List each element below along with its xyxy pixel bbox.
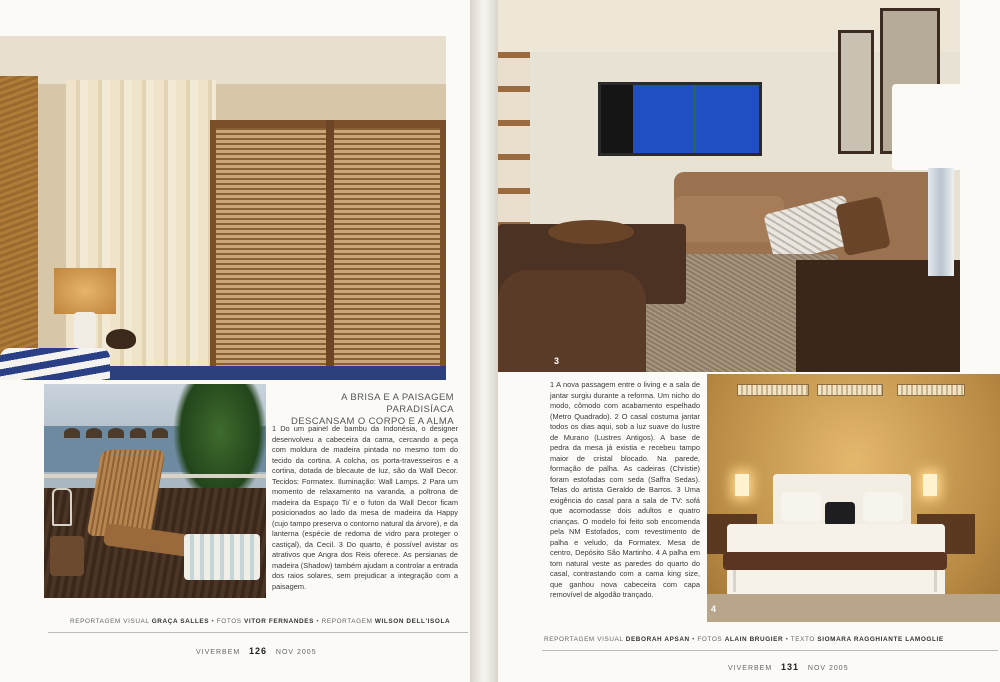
- blue-painting: [598, 82, 762, 156]
- left-caption: 1 Do um painel de bambu da Indonésia, o designer desenvolveu a cabeceira da cama, cercando a peça com moldura de madeira pintada no mesmo tom do tecido da cortina. A colcha, os porta-travesseiros e a cortina, dotada de blecaute de luz, são da Wall Decor. Tecidos: Formatex. Iluminação: Wall Lamps. 2 Para um momento de relaxamento na varanda, a poltrona de madeira da Espaço Ti/ e o futon da Wall Decor ficam posicionados ao lado da mesa de madeira da Happy (cujo tampo preserva o contorno natural da árvore), e da lanterna (espécie de redoma de vidro para proteger o castiçal), da Cecil. 3 Do quarto, é possível avistar os atrativos que Angra dos Reis oferece. As persianas de madeira (Shadow) também ajudam a controlar a entrada dos raios solares, sem prejudicar a integração com a paisagem.: [272, 424, 458, 591]
- right-page: [498, 0, 1000, 682]
- bamboo-panel: [0, 76, 38, 366]
- air-vent: [897, 384, 965, 396]
- left-credits: REPORTAGEM VISUAL GRAÇA SALLES • FOTOS VITOR FERNANDES • REPORTAGEM WILSON DELL'ISOLA: [70, 618, 451, 625]
- bedside-lamp: [923, 474, 937, 496]
- glass-lantern: [52, 488, 72, 526]
- shelves: [498, 52, 530, 252]
- striped-pillow: [0, 348, 110, 380]
- air-vent: [817, 384, 883, 396]
- right-caption: 1 A nova passagem entre o living e a sala de jantar surgiu durante a reforma. Um nicho do modo, cômodo com acabamento espelhado (Metro Quadrado). 2 O casal costuma jantar todos os dias aqui, sob a luz suave do lustre de Murano (Lustres Antigos). A base de pedra da mesa já existia e recebeu tampo maior de cristal blocado. Na parede, formação de palha. As cadeiras (Christie) foram estofadas com seda (Saffra Sedas). Telas do artista Geraldo de Barros. 3 Uma exigência do casal para a sala de TV: sofá que acomodasse dois adultos e quatro crianças. O modelo foi feito sob encomenda pela NM Estofados, com revestimento de palha e veludo, da Formatex. Mesa de centro, Depósito São Martinho. 4 A palha em tom natural veste as paredes do quarto do casal, contrastando com a cama king size, que ganhou nova cabeceira com capa removível de algodão trançado.: [550, 380, 700, 599]
- bedside-lamp: [735, 474, 749, 496]
- leather-armchair: [498, 270, 646, 372]
- terrace-photo: [44, 384, 266, 598]
- right-credits: REPORTAGEM VISUAL DEBORAH APSAN • FOTOS ALAIN BRUGIER • TEXTO SIOMARA RAGGHIANTE LAMOGLIE: [544, 636, 944, 643]
- palm-tree: [174, 384, 266, 504]
- framed-artwork: [838, 30, 874, 154]
- photo-number: 4: [711, 604, 717, 614]
- left-page: [0, 0, 470, 682]
- divider: [48, 632, 468, 633]
- floor-lamp: [892, 84, 960, 170]
- living-room-photo: [498, 0, 960, 372]
- bedroom-photo: [0, 36, 446, 380]
- headline: [276, 392, 454, 428]
- master-bedroom-photo: [707, 374, 1000, 622]
- table-lamp: [54, 268, 116, 314]
- left-folio: VIVERBEM 126 NOV 2005: [196, 646, 317, 656]
- photo-number: 3: [554, 356, 560, 366]
- right-folio: VIVERBEM 131 NOV 2005: [728, 662, 849, 672]
- striped-ottoman: [184, 534, 260, 580]
- wooden-stool: [50, 536, 84, 576]
- spine-gutter: [470, 0, 498, 682]
- headline-line-2: DESCANSAM O CORPO E A ALMA: [291, 416, 454, 427]
- leather-bench: [723, 552, 947, 570]
- bed-cover: [70, 366, 446, 380]
- side-table: [796, 260, 960, 372]
- divider: [542, 650, 998, 651]
- page-number: 126: [249, 646, 268, 656]
- page-number: 131: [781, 662, 800, 672]
- air-vent: [737, 384, 809, 396]
- headline-line-1: A BRISA E A PAISAGEM PARADISÍACA: [341, 392, 454, 415]
